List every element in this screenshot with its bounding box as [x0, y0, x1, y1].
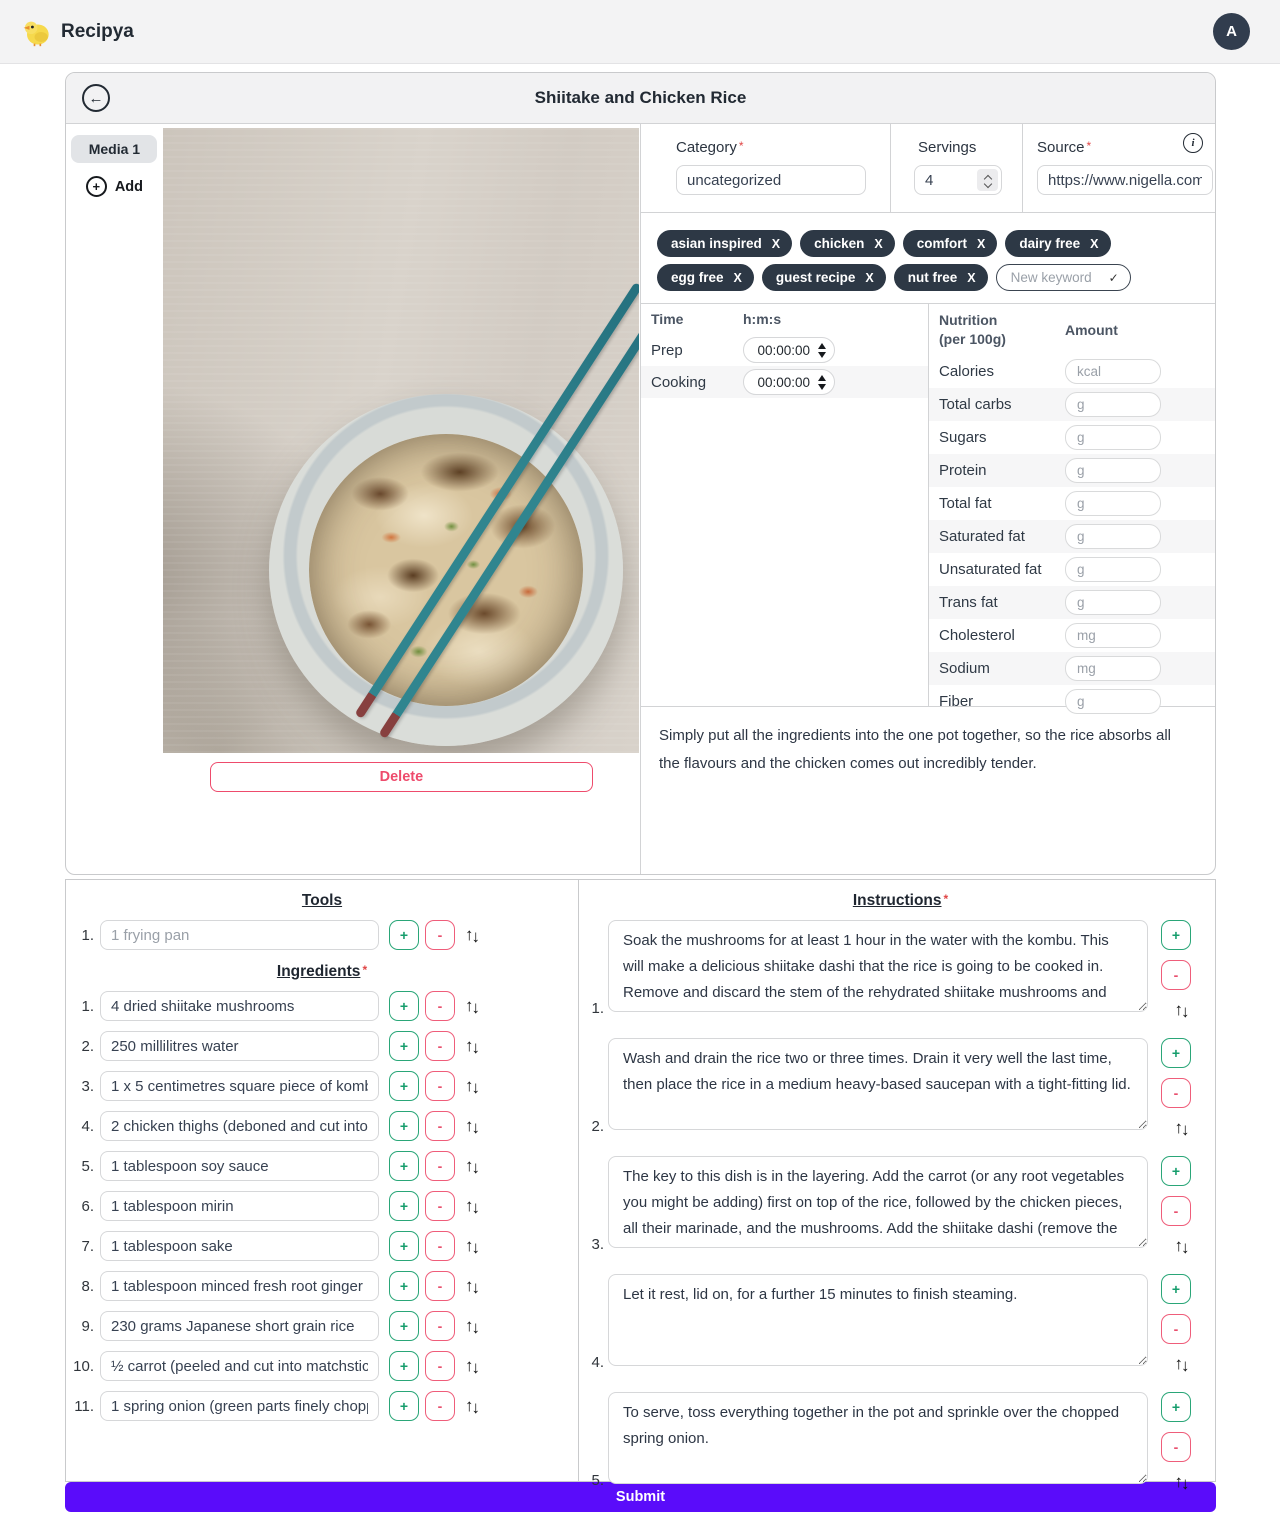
instruction-row: 5. To serve, toss everything together in the pot and sprinkle over the chopped spring onion. + - ↑↓	[586, 1392, 1215, 1492]
instructions-heading: Instructions *	[852, 892, 949, 909]
keyword-tag: nut free X	[894, 264, 988, 291]
nutrition-input-sugars[interactable]	[1065, 425, 1161, 450]
remove-keyword-button[interactable]: X	[967, 270, 976, 285]
ingredient-row: 5. 1 tablespoon soy sauce + - ↑↓	[66, 1151, 578, 1181]
instruction-textarea[interactable]	[608, 1274, 1148, 1366]
prep-time-input-wrap	[743, 337, 835, 363]
add-ingredient-button[interactable]: +	[389, 1151, 419, 1181]
ingredients-heading: Ingredients *	[276, 963, 368, 980]
remove-keyword-button[interactable]: X	[874, 236, 883, 251]
nutrition-header-label: Nutrition (per 100g)	[939, 312, 1006, 347]
keyword-tag: egg free X	[657, 264, 754, 291]
new-keyword-input[interactable]	[1011, 270, 1103, 285]
add-ingredient-button[interactable]: +	[389, 991, 419, 1021]
time-table-header	[641, 304, 928, 334]
instruction-row: 4. Let it rest, lid on, for a further 15 minutes to finish steaming. + - ↑↓	[586, 1274, 1215, 1374]
nutrition-input-protein[interactable]	[1065, 458, 1161, 483]
delete-media-button[interactable]: Delete	[210, 762, 593, 792]
app-logo-chick-icon	[22, 17, 52, 47]
nutrition-input-total-carbs[interactable]	[1065, 392, 1161, 417]
tools-ingredients-panel	[66, 880, 579, 1481]
app-name: Recipya	[61, 20, 134, 42]
remove-instruction-button[interactable]: -	[1161, 1314, 1191, 1344]
media-column	[66, 124, 641, 874]
reorder-handle[interactable]: ↑↓	[465, 1236, 478, 1257]
ingredient-row: 10. ½ carrot (peeled and cut into matchstick + - ↑↓	[66, 1351, 578, 1381]
ingredient-input[interactable]	[100, 991, 379, 1021]
reorder-handle[interactable]: ↑↓	[465, 1316, 478, 1337]
keyword-tag: comfort X	[903, 230, 998, 257]
remove-ingredient-button[interactable]: -	[425, 1191, 455, 1221]
instruction-textarea[interactable]	[608, 1038, 1148, 1130]
ingredient-input[interactable]	[100, 1151, 379, 1181]
reorder-handle[interactable]: ↑↓	[465, 1116, 478, 1137]
reorder-handle[interactable]: ↑↓	[1174, 1354, 1188, 1375]
remove-ingredient-button[interactable]: -	[425, 1031, 455, 1061]
remove-ingredient-button[interactable]: -	[425, 1351, 455, 1381]
ingredient-input[interactable]	[100, 1111, 379, 1141]
submit-button[interactable]: Submit	[65, 1482, 1216, 1512]
topbar	[0, 0, 1280, 64]
new-keyword-pill	[996, 264, 1131, 291]
category-field	[641, 124, 891, 212]
ingredient-input[interactable]	[100, 1071, 379, 1101]
details-column	[641, 124, 1215, 874]
servings-stepper[interactable]	[977, 169, 998, 191]
avatar[interactable]: A	[1213, 13, 1250, 50]
ingredient-row: 8. 1 tablespoon minced fresh root ginger + - ↑↓	[66, 1271, 578, 1301]
ingredient-row: 1. 4 dried shiitake mushrooms + - ↑↓	[66, 991, 578, 1021]
recipe-card-body	[66, 124, 1215, 874]
keyword-tag: chicken X	[800, 230, 895, 257]
remove-ingredient-button[interactable]: -	[425, 1151, 455, 1181]
time-nutrition-row	[641, 304, 1215, 710]
reorder-handle[interactable]: ↑↓	[1174, 1236, 1188, 1257]
add-ingredient-button[interactable]: +	[389, 1311, 419, 1341]
instructions-panel	[579, 880, 1215, 1493]
ingredient-row: 7. 1 tablespoon sake + - ↑↓	[66, 1231, 578, 1261]
reorder-handle[interactable]: ↑↓	[465, 996, 478, 1017]
ingredient-row: 4. 2 chicken thighs (deboned and cut into + - ↑↓	[66, 1111, 578, 1141]
nutrition-row: Trans fat g	[929, 586, 1215, 619]
category-input[interactable]	[676, 165, 866, 195]
source-input[interactable]	[1037, 165, 1213, 195]
time-header-label: Time	[651, 311, 684, 327]
source-label: Source *	[1037, 139, 1092, 156]
nutrition-row: Unsaturated fat g	[929, 553, 1215, 586]
ingredient-row: 9. 230 grams Japanese short grain rice + - ↑↓	[66, 1311, 578, 1341]
keyword-tag: guest recipe X	[762, 264, 886, 291]
instruction-textarea[interactable]	[608, 1156, 1148, 1248]
remove-ingredient-button[interactable]: -	[425, 1111, 455, 1141]
remove-ingredient-button[interactable]: -	[425, 991, 455, 1021]
ingredient-input[interactable]	[100, 1351, 379, 1381]
ingredient-input[interactable]	[100, 1391, 379, 1421]
reorder-handle[interactable]: ↑↓	[465, 1276, 478, 1297]
add-ingredient-button[interactable]: +	[389, 1071, 419, 1101]
nutrition-table	[929, 304, 1215, 710]
time-stepper[interactable]	[818, 343, 826, 358]
nutrition-row: Fiber g	[929, 685, 1215, 718]
nutrition-input-saturated-fat[interactable]	[1065, 524, 1161, 549]
add-ingredient-button[interactable]: +	[389, 1191, 419, 1221]
plus-circle-icon: +	[86, 176, 107, 197]
reorder-handle[interactable]: ↑↓	[465, 925, 478, 946]
instruction-textarea[interactable]	[608, 920, 1148, 1012]
keywords-row	[641, 213, 1215, 304]
remove-tool-button[interactable]: -	[425, 920, 455, 950]
description-text[interactable]: Simply put all the ingredients into the one pot together, so the rice absorbs all the flavours and the chicken comes out incredibly tender.	[659, 727, 1171, 772]
tool-number: 1.	[81, 926, 94, 944]
time-row-prep: Prep 00:00:00	[641, 334, 928, 366]
required-mark: *	[1086, 139, 1092, 153]
tool-row	[66, 920, 578, 950]
time-stepper[interactable]	[818, 375, 826, 390]
remove-ingredient-button[interactable]: -	[425, 1391, 455, 1421]
add-ingredient-button[interactable]: +	[389, 1031, 419, 1061]
remove-keyword-button[interactable]: X	[1090, 236, 1099, 251]
ingredient-row: 3. 1 x 5 centimetres square piece of kombu + - ↑↓	[66, 1071, 578, 1101]
nutrition-row: Protein g	[929, 454, 1215, 487]
required-mark: *	[362, 963, 368, 977]
time-table	[641, 304, 929, 706]
reorder-handle[interactable]: ↑↓	[1174, 1000, 1188, 1021]
add-tool-button[interactable]: +	[389, 920, 419, 950]
required-mark: *	[738, 139, 744, 153]
reorder-handle[interactable]: ↑↓	[465, 1036, 478, 1057]
media-tab-1[interactable]: Media 1	[71, 135, 157, 163]
add-ingredient-button[interactable]: +	[389, 1231, 419, 1261]
ingredient-row: 2. 250 millilitres water + - ↑↓	[66, 1031, 578, 1061]
nutrition-input-calories[interactable]	[1065, 359, 1161, 384]
add-instruction-button[interactable]: +	[1161, 1038, 1191, 1068]
tool-input[interactable]	[100, 920, 379, 950]
nutrition-row: Sodium mg	[929, 652, 1215, 685]
nutrition-row: Saturated fat g	[929, 520, 1215, 553]
servings-label: Servings	[918, 139, 977, 156]
nutrition-amount-label: Amount	[1065, 322, 1118, 338]
remove-instruction-button[interactable]: -	[1161, 1078, 1191, 1108]
triangle-up-icon	[818, 343, 826, 349]
nutrition-input-sodium[interactable]	[1065, 656, 1161, 681]
ingredient-input[interactable]	[100, 1311, 379, 1341]
nutrition-input-cholesterol[interactable]	[1065, 623, 1161, 648]
reorder-handle[interactable]: ↑↓	[465, 1196, 478, 1217]
time-format-label: h:m:s	[743, 311, 782, 327]
ingredient-row: 6. 1 tablespoon mirin + - ↑↓	[66, 1191, 578, 1221]
add-ingredient-button[interactable]: +	[389, 1391, 419, 1421]
remove-keyword-button[interactable]: X	[865, 270, 874, 285]
nutrition-table-header	[929, 304, 1215, 355]
brand	[22, 17, 134, 47]
cooking-time-input-wrap	[743, 369, 835, 395]
remove-instruction-button[interactable]: -	[1161, 1196, 1191, 1226]
ingredient-input[interactable]	[100, 1231, 379, 1261]
reorder-handle[interactable]: ↑↓	[465, 1156, 478, 1177]
nutrition-row: Cholesterol mg	[929, 619, 1215, 652]
nutrition-input-unsaturated-fat[interactable]	[1065, 557, 1161, 582]
add-ingredient-button[interactable]: +	[389, 1271, 419, 1301]
recipe-edit-page	[65, 72, 1216, 1512]
reorder-handle[interactable]: ↑↓	[465, 1396, 478, 1417]
remove-ingredient-button[interactable]: -	[425, 1311, 455, 1341]
triangle-down-icon	[818, 384, 826, 390]
triangle-up-icon	[818, 375, 826, 381]
nutrition-row: Total carbs g	[929, 388, 1215, 421]
remove-keyword-button[interactable]: X	[771, 236, 781, 251]
add-media-button[interactable]	[86, 176, 143, 197]
triangle-down-icon	[818, 352, 826, 358]
required-mark: *	[943, 892, 949, 906]
info-icon[interactable]: i	[1183, 133, 1203, 153]
instruction-row: 2. Wash and drain the rice two or three times. Drain it very well the last time, then place the rice in a medium heavy-based saucepan with a tight-fitting lid. + - ↑↓	[586, 1038, 1215, 1138]
remove-keyword-button[interactable]: X	[733, 270, 742, 285]
ingredient-input[interactable]	[100, 1271, 379, 1301]
media-rail	[66, 124, 163, 874]
time-row-cooking: Cooking 00:00:00	[641, 366, 928, 398]
recipe-card	[65, 72, 1216, 875]
reorder-handle[interactable]: ↑↓	[1174, 1118, 1188, 1139]
ingredient-input[interactable]	[100, 1191, 379, 1221]
ingredient-input[interactable]	[100, 1031, 379, 1061]
add-instruction-button[interactable]: +	[1161, 920, 1191, 950]
ingredient-row: 11. 1 spring onion (green parts finely chopp + - ↑↓	[66, 1391, 578, 1421]
category-label: Category *	[676, 139, 744, 156]
nutrition-row: Total fat g	[929, 487, 1215, 520]
back-button[interactable]: ←	[82, 84, 110, 112]
reorder-handle[interactable]: ↑↓	[465, 1356, 478, 1377]
photo-rice	[309, 434, 583, 706]
remove-ingredient-button[interactable]: -	[425, 1071, 455, 1101]
remove-instruction-button[interactable]: -	[1161, 960, 1191, 990]
recipe-card-header	[66, 73, 1215, 124]
nutrition-input-trans-fat[interactable]	[1065, 590, 1161, 615]
fields-row	[641, 124, 1215, 213]
remove-keyword-button[interactable]: X	[977, 236, 986, 251]
add-instruction-button[interactable]: +	[1161, 1274, 1191, 1304]
nutrition-row: Sugars g	[929, 421, 1215, 454]
source-field	[1023, 124, 1215, 212]
lists-section	[65, 879, 1216, 1493]
media-main	[163, 124, 640, 874]
add-ingredient-button[interactable]: +	[389, 1351, 419, 1381]
add-media-label: Add	[114, 178, 143, 195]
servings-field	[891, 124, 1023, 212]
recipe-photo	[163, 128, 639, 753]
keyword-tag: asian inspired X	[657, 230, 792, 257]
reorder-handle[interactable]: ↑↓	[1174, 1472, 1188, 1493]
instruction-textarea[interactable]	[608, 1392, 1148, 1484]
remove-ingredient-button[interactable]: -	[425, 1271, 455, 1301]
add-instruction-button[interactable]: +	[1161, 1392, 1191, 1422]
add-instruction-button[interactable]: +	[1161, 1156, 1191, 1186]
recipe-title: Shiitake and Chicken Rice	[534, 88, 747, 107]
nutrition-input-total-fat[interactable]	[1065, 491, 1161, 516]
remove-instruction-button[interactable]: -	[1161, 1432, 1191, 1462]
reorder-handle[interactable]: ↑↓	[465, 1076, 478, 1097]
instruction-row: 1. Soak the mushrooms for at least 1 hour in the water with the kombu. This will make a delicious shiitake dashi that the rice is going to be cooked in. Remove and discard the stem of the rehydrated shiitake mushrooms and + - ↑↓	[586, 920, 1215, 1020]
confirm-keyword-button[interactable]: ✓	[1108, 270, 1119, 285]
instruction-row: 3. The key to this dish is in the layering. Add the carrot (or any root vegetables you might be adding) first on top of the rice, followed by the chicken pieces, all their marinade, and the mushrooms. Add the shiitake dashi (remove the + - ↑↓	[586, 1156, 1215, 1256]
tools-heading: Tools	[301, 892, 343, 909]
remove-ingredient-button[interactable]: -	[425, 1231, 455, 1261]
add-ingredient-button[interactable]: +	[389, 1111, 419, 1141]
nutrition-row: Calories kcal	[929, 355, 1215, 388]
keyword-tag: dairy free X	[1005, 230, 1110, 257]
